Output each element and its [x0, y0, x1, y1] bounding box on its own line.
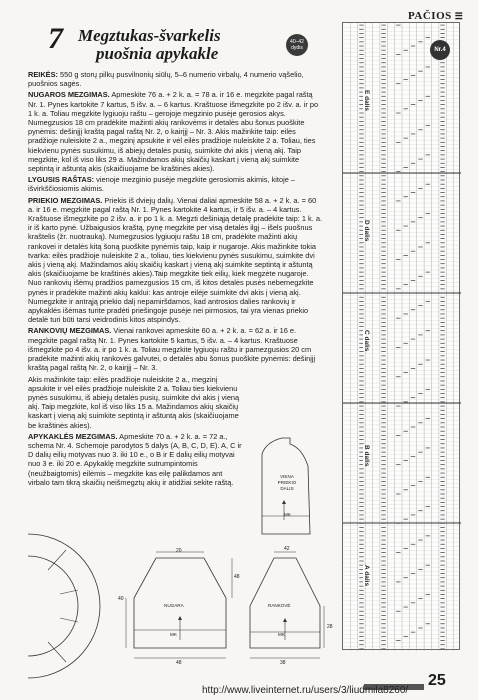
back-dim-height: 40	[118, 596, 124, 602]
paragraph: RANKOVIŲ MEZGIMAS. Vienai rankovei apmeskite 60 a. + 2 k. a. = 62 a. ir 16 e. megzkite pagal raštą Nr. 1. Pynes kartokite 5 kartus, 5 išv. a. – 4 kartus. Kraštuose išmegzkite po 4 išv. a. ir po 1 k. a. Toliau megzkite lygiuoju raštu ir pamezgusios 20 cm pradėkite mažinti akių rankovės galvutei, o detalės abu šonus puoškite pynėmis: dešinįjį kraštą pagal raštą Nr. 2, o kairįjį – Nr. 3.	[28, 326, 316, 373]
brand-name: PAČIOS	[408, 10, 452, 22]
chart-section-a: A dalis	[363, 565, 370, 587]
instructions-text	[28, 70, 324, 489]
chart-grid	[343, 23, 461, 651]
sleeve-mk-label: MK	[278, 632, 285, 637]
chart-number-badge: Nr.4	[430, 40, 450, 60]
chart-section-b: B dalis	[363, 445, 370, 467]
front-piece-label: VIENA PRIEKIO DALIS	[277, 474, 297, 491]
sleeve-dim-height: 28	[327, 624, 333, 630]
back-dim-armhole: 48	[234, 574, 240, 580]
paragraph: APYKAKLĖS MEZGIMAS. Apmeskite 70 a. + 2 k. a. = 72 a., schema Nr. 4. Schemoje parodytos 5 dalys (A, B, C, D, E). A, C ir D dalių eilių motyvas nuo 3. iki 10 e., o B ir E dalių eilių motyvai nuo 3 e. iki 20 e. Apykaklę megzkite sutrumpintomis (neužbaigtomis) eilėmis – megzkite kas eilę palikdamos ant virbalo tam tikrą skaičių neišmegztų akių ir atidžiai sekite raštą.	[28, 431, 242, 487]
paragraph: PRIEKIO MEZGIMAS. Priekis iš dviejų dalių. Vienai daliai apmeskite 58 a. + 2 k. a. = 60 a. ir 16 e. megzkite pagal raštą Nr. 1. Pynes kartokite 4 kartus, ir 5 išv. a. – 4 kartus. Kraštuose išmegzkite po 2 išv. a. ir po 1 k. a. Megzti dešiniąją detalę pradėkite taip: 1 k. a. ir iš karto pynė. Užbaigusios kraštą, pynę megzkite per visą detalės ilgį – išels puošnus kraštelis (žr. nuotrauką). Numegzusios lygiuoju raštu 18 cm, pradėkite mažinti akių rankovei ir detalės kitą šoną puoškite pynėmis taip, kaip ir nugaroje. Akis mažinkite tokia tvarka: eilės pradžioje nuleiskite 2 a., toliau, ties kiekvienu pynės susukimu, suimkite dvi akis į vieną akį. Mažindamos akių skaičių kaskart į vieną akį suimkite septintą ir aštuntą akis (skaičiuojame be kraštinės akies).Taip megzkite tiek eilių, kiek megzėte nugaroje. Nuo rankovių išėmų pradžios pamezgusios 15 cm, iš kitos detalės pusės nebemegzkite pynės ir pradėkite mažinti akių kaklui: kas antroje eilėje suimkite dvi akis į vieną akį. Numegzkite ir antrąją priekio dalį nepamiršdamos, kad antrosios dalies rankovių ir apykaklės išėmas turite pradėti priešingoje pusėje nei pirmosios, tai yra vienas priekio detalė turi būti tarsi veidrodinis kitos atspindys.	[28, 195, 322, 325]
chart-section-d: D dalis	[363, 220, 370, 242]
chart-section-e: E dalis	[363, 90, 370, 111]
size-badge	[286, 34, 308, 56]
page-number: 25	[428, 672, 446, 689]
pattern-number: 7	[48, 22, 63, 55]
chart-section-c: C dalis	[363, 330, 370, 352]
sleeve-dim-top: 42	[284, 546, 290, 552]
paragraph: NUGAROS MEZGIMAS. Apmeskite 76 a. + 2 k. a. = 78 a. ir 16 e. megzkite pagal raštą Nr. 1. Pynes kartokite 7 kartus, 5 išv. a. – 6 kartus. Kraštuose išmegzkite po 2 išv. a. ir po 1 k. a. Toliau megzkite lygiuoju raštu – gerojoje megzinio pusėje gerosios akys. Numegzusios 18 cm pradėkite mažinti akių rankovėms ir detalės abu šonus puoškite pynėmis: dešinįjį kraštą pagal raštą Nr. 2, o kairįjį – Nr. 3. Akis mažinkite taip: eilės pradžioje nuleiskite 2 a., megzinį apsukite ir vėl eilės pradžioje nuleiskite 2 a. Toliau, ties kiekvienu pynės susukimu, iš abiejų detalės pusių, suimkite dvi akis į vieną akį. Taip megzkite, kol iš viso liks 29 a. Mažindamos akių skaičių kaskart į vieną akį suimkite septintą ir aštuntą akis (skaičiuojame be kraštinės akies).	[28, 90, 319, 174]
size-badge-range: 40–42	[290, 39, 304, 45]
paragraph: REIKĖS: 550 g storų pilkų pusvilnonių siūlų, 5–6 numerio virbalų, 4 numerio vąšelio, puošnios sagės.	[28, 70, 304, 89]
sleeve-dim-width: 38	[280, 660, 286, 666]
back-mk-label: MK	[170, 632, 177, 637]
paragraph: Akis mažinkite taip: eilės pradžioje nuleiskite 2 a., megzinį apsukite ir vėl eilės pradžioje nuleiskite 2 a. Toliau ties kiekvienu pynės susukimu, iš abiejų detalės pusių, suimkite dvi akis į vieną akį. Taip megzkite, kol iš viso liks 15 a. Mažindamos akių skaičių kaskart į vieną akį suimkite septintą ir aštuntą akis (skaičiuojame be kraštinės akies).	[28, 374, 240, 430]
source-url: http://www.liveinternet.ru/users/3/liudmila8260/	[202, 685, 409, 696]
paragraph: LYGUSIS RAŠTAS: vienoje mezginio pusėje megzkite gerosiomis akimis, kitoje – išvirkščiosiomis akimis.	[28, 175, 295, 194]
size-badge-word: dydis	[291, 45, 303, 51]
front-mk-label: MK	[284, 512, 291, 517]
collar-diagram	[26, 530, 106, 680]
back-piece-label: NUGARA	[164, 603, 184, 608]
sleeve-label: RANKOVĖ	[268, 603, 291, 608]
sleeve-diagram	[246, 550, 326, 668]
back-dim-width: 48	[176, 660, 182, 666]
brand-lines-icon: ☰	[451, 11, 464, 21]
title-line-2: puošnia apykakle	[96, 44, 219, 63]
knitting-chart	[342, 22, 460, 650]
back-dim-top: 20	[176, 548, 182, 554]
title-line-1: Megztukas-švarkelis	[78, 26, 221, 45]
magazine-brand	[408, 10, 463, 22]
